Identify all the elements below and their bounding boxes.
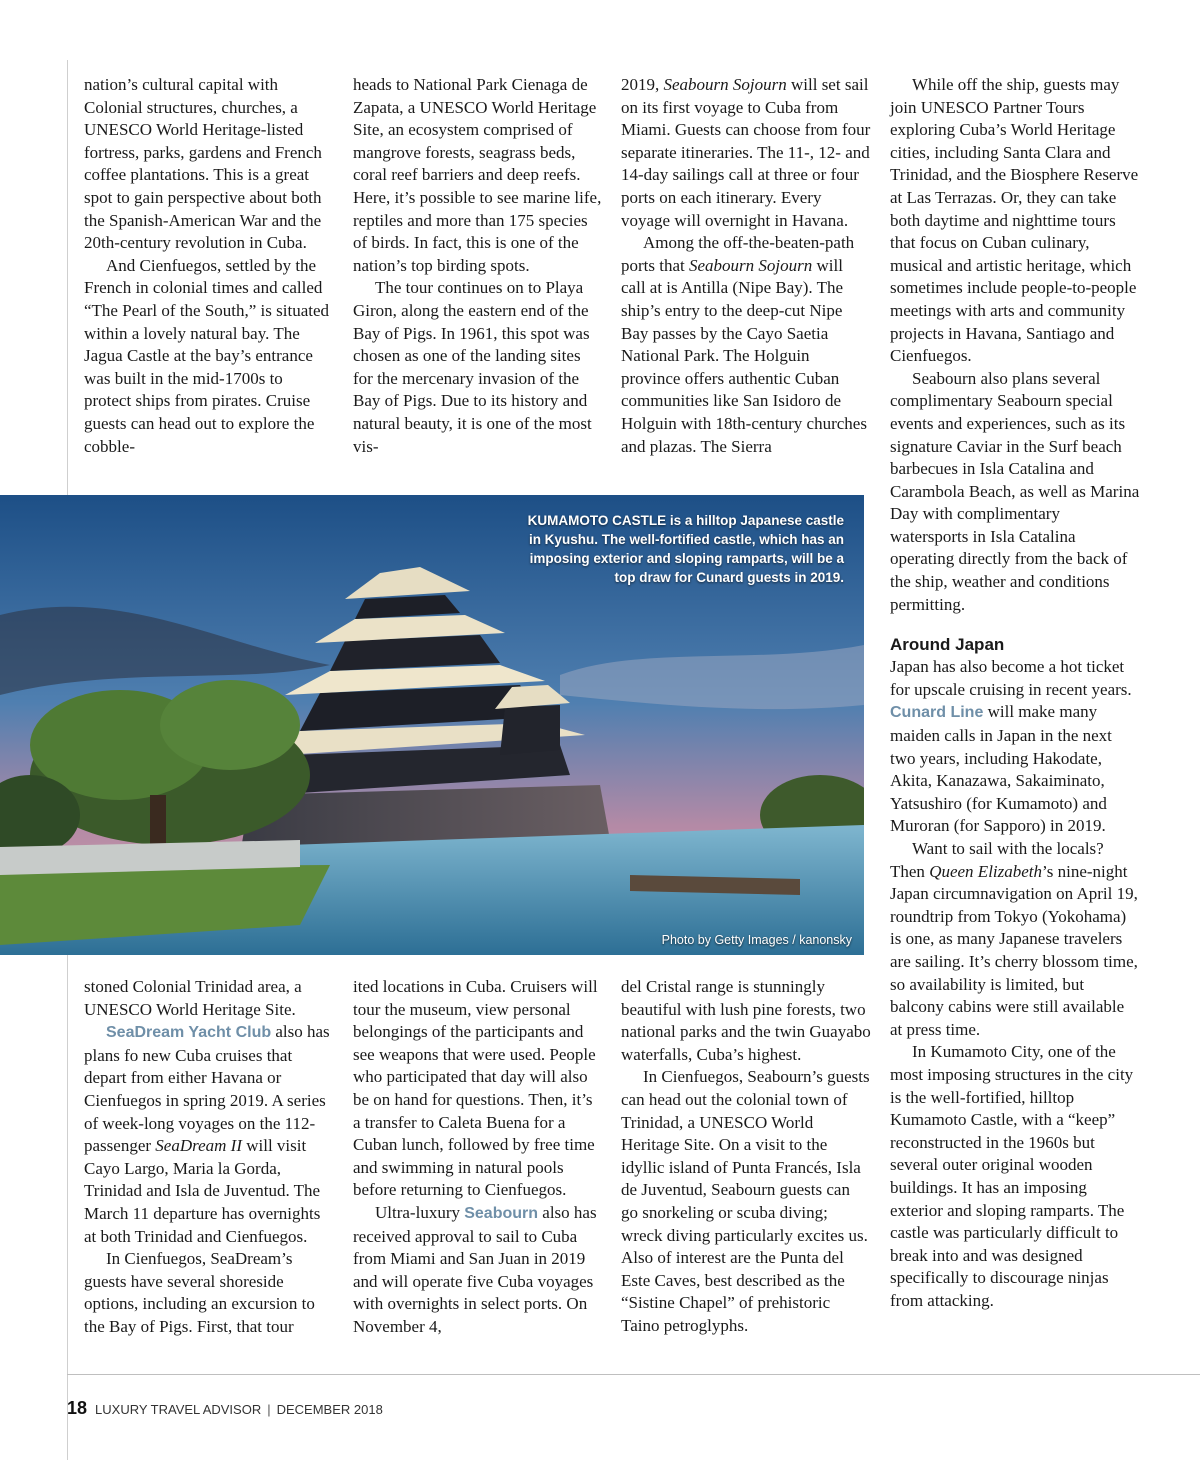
ship-name: Seabourn Sojourn bbox=[689, 255, 813, 275]
paragraph: del Cristal range is stunningly beautiful with lush pine forests, two national parks and the twin Guayabo waterfalls, Cuba’s highest. bbox=[621, 977, 871, 1064]
paragraph: ited locations in Cuba. Cruisers will tour the museum, view personal belongings of the participants and see weapons that were used. People who participated that day will also be on hand for questions. Then, it’s a transfer to Caleta Buena for a Cuban lunch, followed by free time and swimming in natural pools before returning to Cienfuegos. bbox=[353, 977, 598, 1200]
paragraph: In Kumamoto City, one of the most imposing structures in the city is the well-fortified, hilltop Kumamoto Castle, with a “keep” reconstructed in the 1960s but several outer original wooden buildings. It has an imposing exterior and sloping ramparts. The castle was particularly difficult to break into and was designed specifically to discourage ninjas from attacking. bbox=[890, 1042, 1134, 1310]
column-1-bottom bbox=[84, 976, 334, 1339]
column-3-bottom bbox=[621, 976, 871, 1338]
photo-credit: Photo by Getty Images / kanonsky bbox=[661, 933, 852, 947]
brand-name: Cunard Line bbox=[890, 704, 984, 722]
footer-line bbox=[67, 1398, 383, 1419]
column-2-top bbox=[353, 74, 603, 458]
page-number: 18 bbox=[67, 1398, 88, 1418]
paragraph: In Cienfuegos, SeaDream’s guests have several shoreside options, including an excursion to the Bay of Pigs. First, that tour bbox=[84, 1249, 315, 1336]
paragraph: Seabourn also plans several complimentary Seabourn special events and experiences, such as its signature Caviar in the Surf beach barbecues in Isla Catalina and Carambola Beach, as well as Marina Day with complimentary watersports in Isla Catalina operating directly from the back of the ship, weather and conditions permitting. bbox=[890, 368, 1140, 614]
paragraph: The tour continues on to Playa Giron, along the eastern end of the Bay of Pigs. In 1961, this spot was chosen as one of the landing sites for the mercenary invasion of the Bay of Pigs. Due to its history and natural beauty, it is one of the most vis- bbox=[353, 278, 592, 456]
paragraph: 2019, Seabourn Sojourn will set sail on its first voyage to Cuba from Miami. Guests can choose from four separate itineraries. The 11-, 12- and 14-day sailings call at three or four ports on each itinerary. Every voyage will overnight in Havana. bbox=[621, 75, 871, 230]
column-3-top bbox=[621, 74, 871, 458]
paragraph: heads to National Park Cienaga de Zapata, a UNESCO World Heritage Site, an ecosystem comprised of mangrove forests, seagrass beds, coral reef barriers and deep reefs. Here, it’s possible to see marine life, reptiles and more than 175 species of birds. In fact, this is one of the nation’s top birding spots. bbox=[353, 75, 602, 275]
paragraph: SeaDream Yacht Club also has plans fo new Cuba cruises that depart from either Havana or Cienfuegos in spring 2019. A series of week-long voyages on the 112-passenger SeaDream II will visit Cayo Largo, Maria la Gorda, Trinidad and Isla de Juventud. The March 11 departure has overnights at both Trinidad and Cienfuegos. bbox=[84, 1022, 330, 1246]
column-2-bottom bbox=[353, 976, 603, 1339]
paragraph: stoned Colonial Trinidad area, a UNESCO World Heritage Site. bbox=[84, 977, 302, 1019]
ship-name: Queen Elizabeth bbox=[929, 861, 1043, 881]
paragraph: Among the off-the-beaten-path ports that Seabourn Sojourn will call at is Antilla (Nipe Bay). The ship’s entry to the deep-cut Nipe Bay passes by the Cayo Saetia National Park. The Holguin province offers authentic Cuban communities like San Isidoro de Holguin with 18th-century churches and plazas. The Sierra bbox=[621, 233, 867, 456]
ship-name: Seabourn Sojourn bbox=[663, 75, 787, 94]
brand-name: Seabourn bbox=[464, 1204, 539, 1222]
paragraph: nation’s cultural capital with Colonial structures, churches, a UNESCO World Heritage-listed fortress, parks, gardens and French coffee plantations. This is a great spot to gain perspective about both the Spanish-American War and the 20th-century revolution in Cuba. bbox=[84, 75, 322, 253]
kumamoto-castle-photo bbox=[0, 495, 864, 955]
brand-name: SeaDream Yacht Club bbox=[106, 1024, 272, 1042]
paragraph: Ultra-luxury Seabourn also has received approval to sail to Cuba from Miami and San Juan in 2019 and will operate five Cuba voyages with overnights in select ports. On November 4, bbox=[353, 1202, 597, 1336]
paragraph: Want to sail with the locals? Then Queen Elizabeth’s nine-night Japan circumnavigation on April 19, roundtrip from Tokyo (Yokohama) is one, as many Japanese travelers are sailing. It’s cherry blossom time, so availability is limited, but balcony cabins were still available at press time. bbox=[890, 839, 1138, 1039]
column-1-top bbox=[84, 74, 334, 458]
column-4 bbox=[890, 74, 1140, 1312]
ship-name: SeaDream II bbox=[155, 1136, 242, 1156]
paragraph: And Cienfuegos, settled by the French in colonial times and called “The Pearl of the South,” is situated within a lovely natural bay. The Jagua Castle at the bay’s entrance was built in the mid-1700s to protect ships from pirates. Cruise guests can head out to explore the cobble- bbox=[84, 255, 330, 456]
photo-caption: KUMAMOTO CASTLE is a hilltop Japanese castle in Kyushu. The well-fortified castle, which has an imposing exterior and sloping ramparts, will be a top draw for Cunard guests in 2019. bbox=[527, 513, 844, 585]
paragraph: In Cienfuegos, Seabourn’s guests can head out the colonial town of Trinidad, a UNESCO World Heritage Site. On a visit to the idyllic island of Punta Francés, Isla de Juventud, Seabourn guests can go snorkeling or scuba diving; wreck diving particularly excites us. Also of interest are the Punta del Este Caves, best described as the “Sistine Chapel” of prehistoric Taino petroglyphs. bbox=[621, 1067, 870, 1335]
publication-name: LUXURY TRAVEL ADVISOR bbox=[95, 1402, 262, 1417]
paragraph: Japan has also become a hot ticket for upscale cruising in recent years. Cunard Line will make many maiden calls in Japan in the next two years, including Hakodate, Akita, Kanazawa, Sakaiminato, Yatsushiro (for Kumamoto) and Muroran (for Sapporo) in 2019. bbox=[890, 657, 1132, 836]
page-footer bbox=[0, 1374, 1200, 1454]
section-heading: Around Japan bbox=[890, 635, 1005, 655]
issue-date: DECEMBER 2018 bbox=[276, 1402, 383, 1417]
footer-rule bbox=[67, 1374, 1200, 1375]
paragraph: While off the ship, guests may join UNESCO Partner Tours exploring Cuba’s World Heritage cities, including Santa Clara and Trinidad, and the Biosphere Reserve at Las Terrazas. Or, they can take both daytime and nighttime tours that focus on Cuban culinary, musical and artistic heritage, which sometimes include people-to-people meetings with arts and community projects in Havana, Santiago and Cienfuegos. bbox=[890, 75, 1139, 366]
footer-separator: | bbox=[267, 1402, 271, 1417]
